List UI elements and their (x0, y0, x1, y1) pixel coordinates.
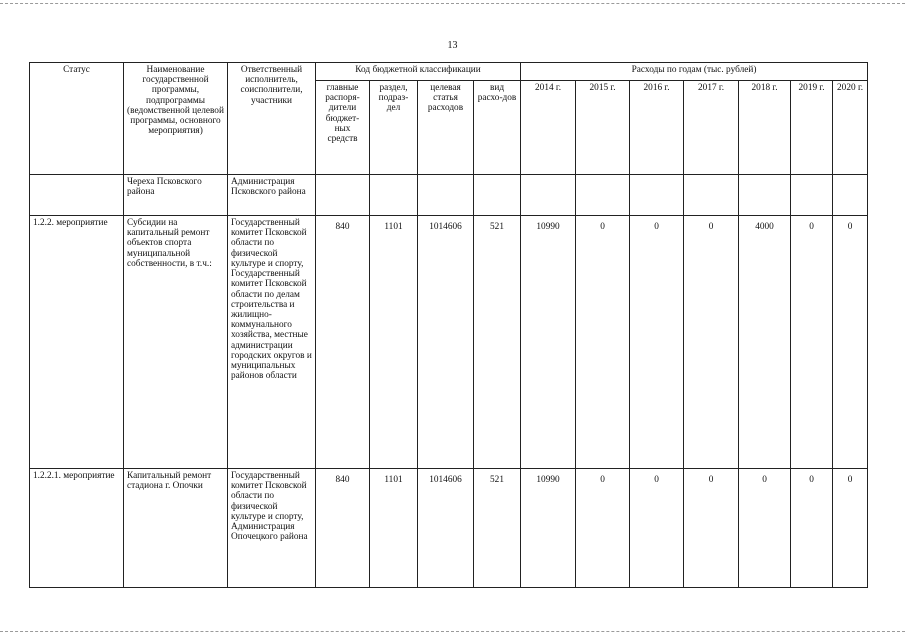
header-year: 2014 г. (521, 81, 576, 175)
row-value: 10990 (521, 469, 576, 588)
row-name: Субсидии на капитальный ремонт объектов спорта муниципальной собственности, в т.ч.: (124, 216, 228, 469)
row-value (521, 175, 576, 216)
header-responsible: Ответственный исполнитель, соисполнители, участники (228, 63, 316, 175)
row-value (630, 175, 684, 216)
table-row (30, 216, 868, 469)
header-code-type: вид расхо-дов (474, 81, 521, 175)
bottom-edge-line (0, 631, 905, 632)
row-code-grbs: 840 (316, 216, 370, 469)
header-year: 2019 г. (791, 81, 833, 175)
table-row (30, 175, 868, 216)
header-expenses: Расходы по годам (тыс. рублей) (521, 63, 868, 81)
row-code-grbs: 840 (316, 469, 370, 588)
row-value: 0 (576, 216, 630, 469)
header-year: 2018 г. (739, 81, 791, 175)
row-value: 0 (684, 469, 739, 588)
row-value (576, 175, 630, 216)
row-value: 0 (630, 469, 684, 588)
row-code-type: 521 (474, 216, 521, 469)
row-value: 0 (791, 469, 833, 588)
row-value: 0 (833, 216, 868, 469)
page-number: 13 (447, 40, 458, 51)
row-status: 1.2.2. мероприятие (30, 216, 124, 469)
row-value: 4000 (739, 216, 791, 469)
header-name: Наименование государственной программы, подпрограммы (ведомственной целевой программы, основного мероприятия) (124, 63, 228, 175)
row-value (739, 175, 791, 216)
row-code-type: 521 (474, 469, 521, 588)
row-value: 10990 (521, 216, 576, 469)
header-year: 2016 г. (630, 81, 684, 175)
row-value: 0 (576, 469, 630, 588)
row-name: Череха Псковского района (124, 175, 228, 216)
row-code-type (474, 175, 521, 216)
top-edge-line (0, 3, 905, 4)
row-value (684, 175, 739, 216)
row-responsible: Государственный комитет Псковской области по физической культуре и спорту, Государственный комитет Псковской области по делам строительства и жилищно-коммунального хозяйства, местные администрации городских округов и муниципальных районов области (228, 216, 316, 469)
row-value: 0 (791, 216, 833, 469)
row-status: 1.2.2.1. мероприятие (30, 469, 124, 588)
row-code-section (370, 175, 418, 216)
header-row-1 (30, 63, 868, 81)
header-year: 2015 г. (576, 81, 630, 175)
header-year: 2020 г. (833, 81, 868, 175)
row-value (833, 175, 868, 216)
header-code-section: раздел, подраз-дел (370, 81, 418, 175)
row-name: Капитальный ремонт стадиона г. Опочки (124, 469, 228, 588)
row-status (30, 175, 124, 216)
header-code-target: целевая статья расходов (418, 81, 474, 175)
row-code-target: 1014606 (418, 469, 474, 588)
row-code-target: 1014606 (418, 216, 474, 469)
row-value: 0 (684, 216, 739, 469)
header-code-grbs: главные распоря-дители бюджет-ных средств (316, 81, 370, 175)
row-responsible: Государственный комитет Псковской области по физической культуре и спорту, Администрация Опочецкого района (228, 469, 316, 588)
header-budget-code: Код бюджетной классификации (316, 63, 521, 81)
row-value: 0 (739, 469, 791, 588)
header-status: Статус (30, 63, 124, 175)
row-value: 0 (630, 216, 684, 469)
header-year: 2017 г. (684, 81, 739, 175)
row-code-section: 1101 (370, 216, 418, 469)
budget-table (29, 62, 868, 588)
row-value (791, 175, 833, 216)
row-code-grbs (316, 175, 370, 216)
row-value: 0 (833, 469, 868, 588)
table-row (30, 469, 868, 588)
row-code-section: 1101 (370, 469, 418, 588)
row-code-target (418, 175, 474, 216)
row-responsible: Администрация Псковского района (228, 175, 316, 216)
